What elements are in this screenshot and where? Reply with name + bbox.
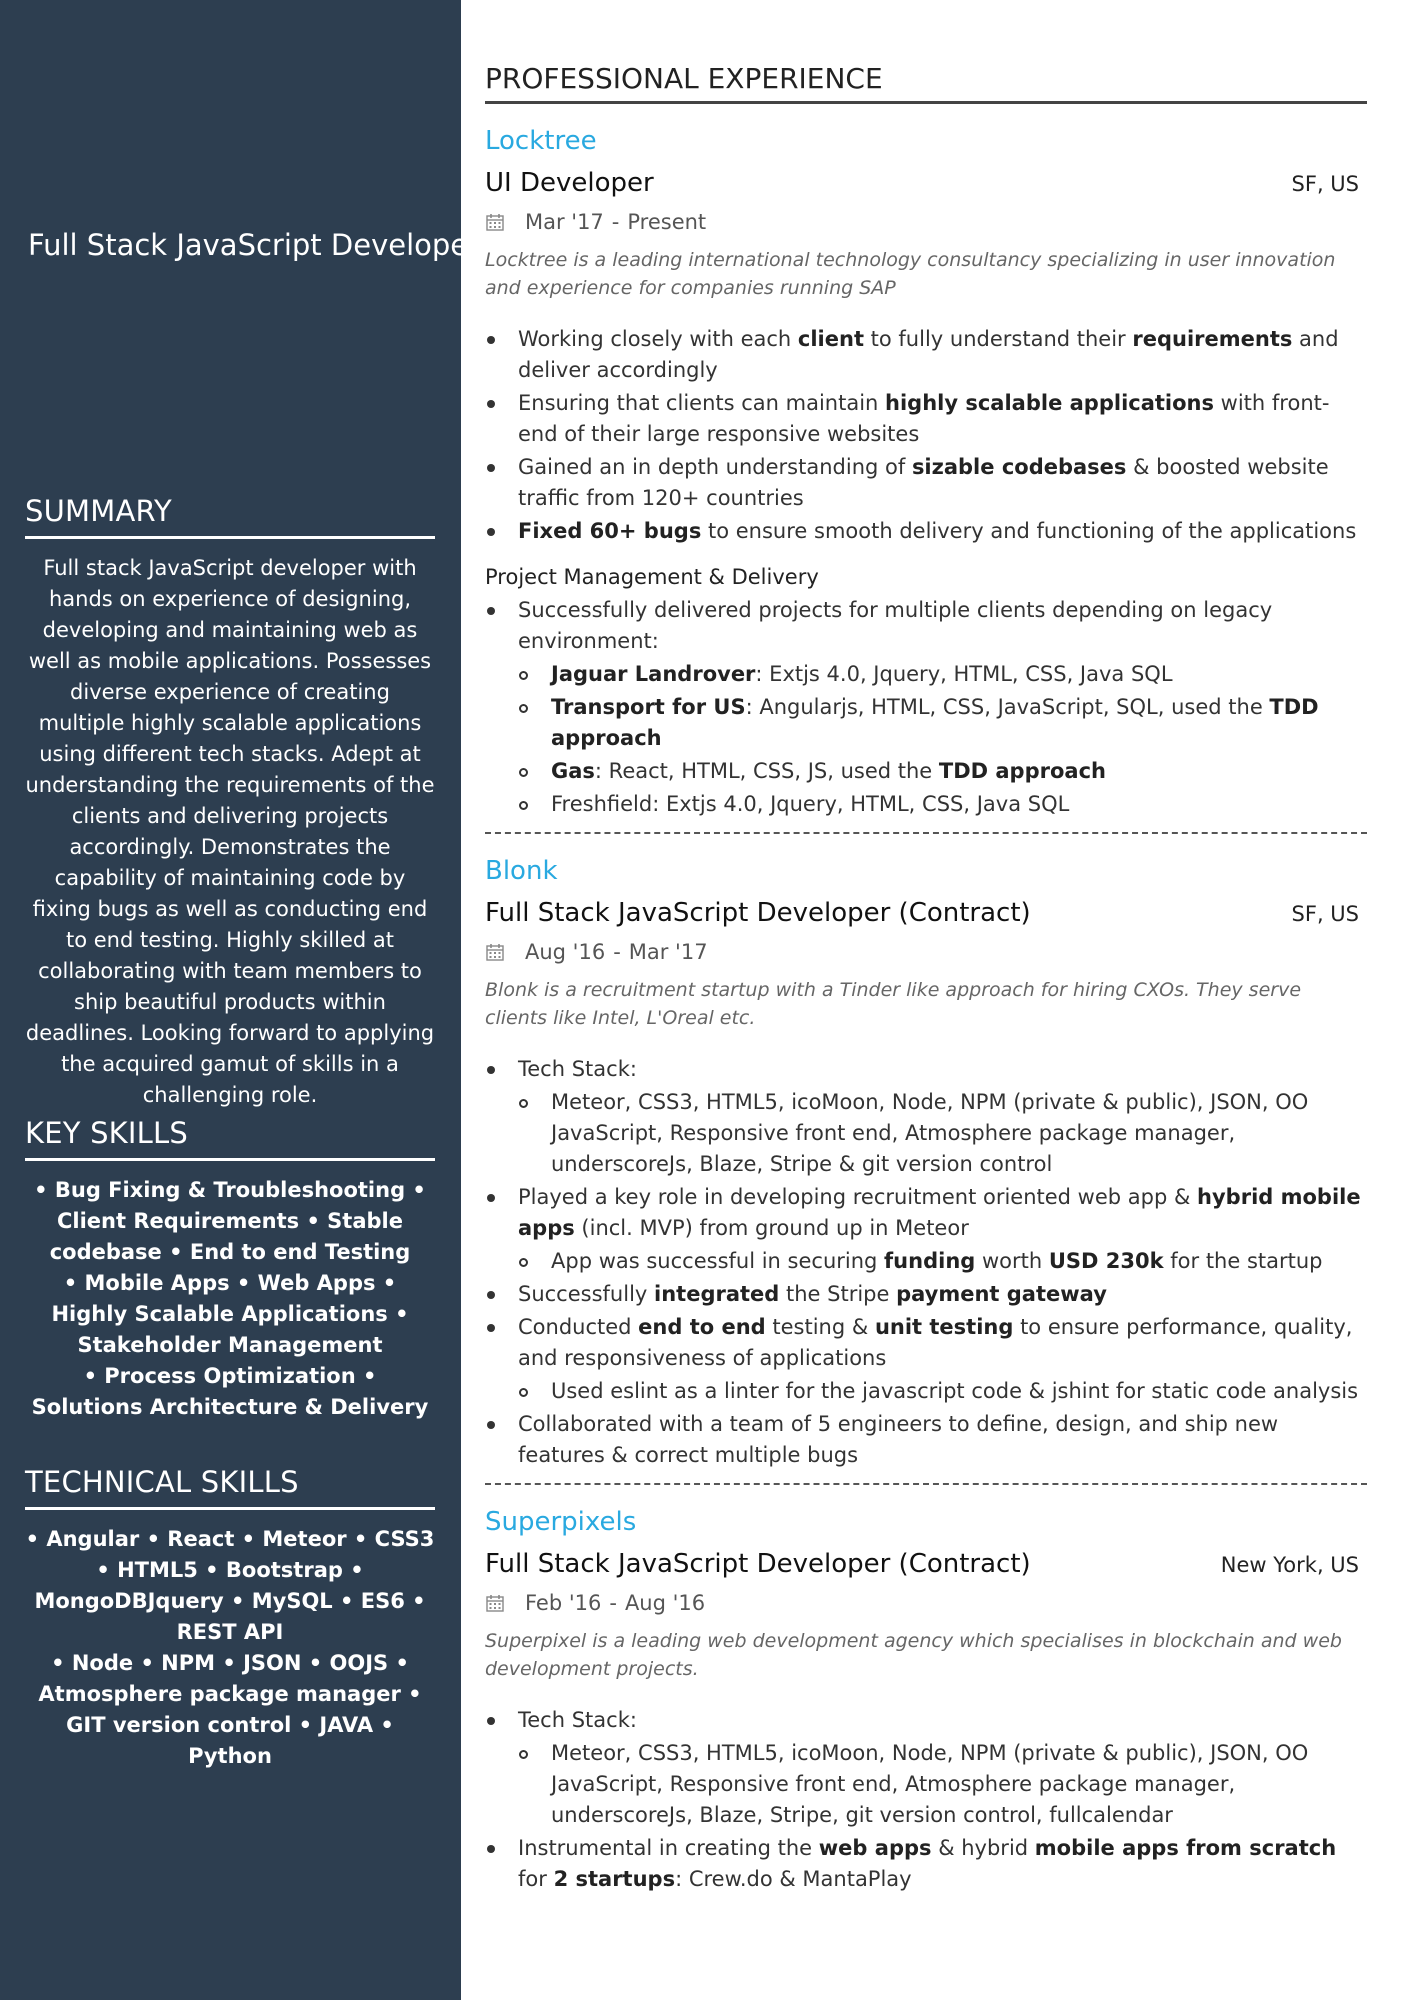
bold-text: requirements [1132,327,1293,351]
bold-text: highly scalable applications [885,391,1214,415]
role-row [485,1549,1367,1579]
bold-text: unit testing [874,1315,1014,1339]
subsection-heading: Project Management & Delivery [485,565,819,589]
bold-text: Gas [551,759,595,783]
calendar-icon [485,1593,505,1613]
bullet-item: Successfully delivered projects for multiple clients depending on legacy environment: Jaguar Landrover: Extjs 4.0, Jquery, HTML, CSS, Java SQL Transport for US: Angularjs, HTML, CSS, JavaScript, SQL, used the TDD approach Gas: React, HTML, CSS, JS, used the TDD approach Freshfield: Extjs 4.0, Jquery, HTML, CSS, Java SQL [485,595,1367,820]
date-range [485,210,1367,234]
bullet-list [485,1054,1367,1471]
bold-text: Jaguar Landrover [551,662,756,686]
company-name: Locktree [485,126,597,156]
start-date: Aug '16 [525,940,606,964]
bullet-item: Conducted end to end testing & unit testing to ensure performance, quality, and responsiveness of applications Used eslint as a linter for the javascript code & jshint for static code analysis [485,1312,1367,1407]
bullet-list [485,324,1367,547]
bold-text: funding [884,1249,976,1273]
job-list [485,126,1367,1895]
job-location: SF, US [1291,902,1359,926]
technical-skills-line: • Angular • React • Meteor • CSS3 • HTML5 • Bootstrap • MongoDBJquery • MySQL • ES6 • REST API [25,1527,435,1644]
bullet-item: Played a key role in developing recruitment oriented web app & hybrid mobile apps (incl. MVP) from ground up in Meteor App was successful in securing funding worth USD 230k for the startup [485,1182,1367,1277]
job-entry [485,126,1367,834]
summary-section [25,494,435,1111]
job-title: Full Stack JavaScript Developer (Contract) [485,898,1031,928]
dashed-divider [485,832,1367,834]
bullet-item: Collaborated with a team of 5 engineers to define, design, and ship new features & correct multiple bugs [485,1409,1367,1471]
key-skills-title: KEY SKILLS [25,1116,435,1161]
date-separator: - [609,1591,617,1615]
summary-title: SUMMARY [25,494,435,539]
bold-text: USD 230k [1048,1249,1164,1273]
bold-text: end to end [638,1315,766,1339]
sub-bullet-item: Gas: React, HTML, CSS, JS, used the TDD approach [518,756,1367,787]
key-skills-line: • Mobile Apps • Web Apps • Highly Scalable Applications • Stakeholder Management [51,1271,409,1357]
start-date: Feb '16 [525,1591,602,1615]
key-skills-list [25,1175,435,1423]
bold-text: payment gateway [896,1282,1107,1306]
technical-skills-list [25,1524,435,1772]
bullet-item: Tech Stack: Meteor, CSS3, HTML5, icoMoon, Node, NPM (private & public), JSON, OO JavaScript, Responsive front end, Atmosphere package manager, underscoreJs, Blaze, Stripe, git version control, fullcalendar [485,1705,1367,1831]
date-separator: - [611,210,620,234]
sub-bullet-item: Meteor, CSS3, HTML5, icoMoon, Node, NPM (private & public), JSON, OO JavaScript, Responsive front end, Atmosphere package manager, underscoreJs, Blaze, Stripe, git version control, fullcalendar [518,1738,1367,1831]
bullet-item: Tech Stack: Meteor, CSS3, HTML5, icoMoon, Node, NPM (private & public), JSON, OO JavaScript, Responsive front end, Atmosphere package manager, underscoreJs, Blaze, Stripe & git version control [485,1054,1367,1180]
job-location: New York, US [1220,1553,1359,1577]
sub-bullet-item: Used eslint as a linter for the javascript code & jshint for static code analysis [518,1376,1367,1407]
company-name: Superpixels [485,1507,637,1537]
bold-text: mobile apps from scratch [1034,1836,1337,1860]
bullet-item: Gained an in depth understanding of sizable codebases & boosted website traffic from 120+ countries [485,452,1367,514]
bullet-item: Instrumental in creating the web apps & hybrid mobile apps from scratch for 2 startups: Crew.do & MantaPlay [485,1833,1367,1895]
bold-text: sizable codebases [911,455,1127,479]
bullet-list [485,595,1367,820]
bullet-item: Ensuring that clients can maintain highly scalable applications with front-end of their large responsive websites [485,388,1367,450]
start-date: Mar '17 [525,210,604,234]
company-description: Superpixel is a leading web development agency which specialises in blockchain and web development projects. [485,1630,1342,1680]
dashed-divider [485,1483,1367,1485]
sub-bullet-list [518,1376,1367,1407]
bold-text: hybrid mobile apps [518,1185,1361,1240]
job-entry [485,856,1367,1485]
end-date: Mar '17 [628,940,708,964]
bullet-item: Fixed 60+ bugs to ensure smooth delivery and functioning of the applications [485,516,1367,547]
technical-skills-section [25,1465,435,1772]
sub-bullet-item: Meteor, CSS3, HTML5, icoMoon, Node, NPM (private & public), JSON, OO JavaScript, Responsive front end, Atmosphere package manager, underscoreJs, Blaze, Stripe & git version control [518,1087,1367,1180]
job-location: SF, US [1291,172,1359,196]
date-separator: - [613,940,621,964]
main-content [485,62,1367,1897]
bold-text: integrated [654,1282,780,1306]
sub-bullet-list [518,1246,1367,1277]
bold-text: Fixed 60+ bugs [518,519,702,543]
job-title: Full Stack JavaScript Developer (Contract) [485,1549,1031,1579]
section-title-experience: PROFESSIONAL EXPERIENCE [485,62,1367,104]
date-range [485,1591,1367,1615]
job-entry [485,1507,1367,1895]
company-description: Locktree is a leading international technology consultancy specializing in user innovation and experience for companies running SAP [485,249,1336,299]
sub-bullet-list [518,659,1367,820]
key-skills-line: • Bug Fixing & Troubleshooting • Client Requirements • Stable codebase • End to end Testing [34,1178,426,1264]
summary-text: Full stack JavaScript developer with hands on experience of designing, developing and maintaining web as well as mobile applications. Possesses diverse experience of creating multiple highly scalable applications using different tech stacks. Adept at understanding the requirements of the clients and delivering projects accordingly. Demonstrates the capability of maintaining code by fixing bugs as well as conducting end to end testing. Highly skilled at collaborating with team members to ship beautiful products within deadlines. Looking forward to applying the acquired gamut of skills in a challenging role. [25,556,435,1107]
company-name: Blonk [485,856,558,886]
sub-bullet-list [518,1087,1367,1180]
key-skills-section [25,1116,435,1423]
technical-skills-title: TECHNICAL SKILLS [25,1465,435,1510]
bullet-item: Successfully integrated the Stripe payment gateway [485,1279,1367,1310]
technical-skills-line: • Node • NPM • JSON • OOJS • Atmosphere package manager • GIT version control • JAVA • Python [38,1651,422,1768]
role-row [485,898,1367,928]
sidebar [0,0,481,2000]
calendar-icon [485,212,505,232]
sub-bullet-list [518,1738,1367,1831]
date-range [485,940,1367,964]
end-date: Aug '16 [624,1591,706,1615]
role-row [485,168,1367,198]
bold-text: Transport for US [551,695,746,719]
bullet-list [485,1705,1367,1895]
bold-text: 2 startups [553,1867,676,1891]
sub-bullet-item: Jaguar Landrover: Extjs 4.0, Jquery, HTML, CSS, Java SQL [518,659,1367,690]
headline: Full Stack JavaScript Developer [28,228,481,262]
sub-bullet-item: App was successful in securing funding worth USD 230k for the startup [518,1246,1367,1277]
bold-text: web apps [818,1836,932,1860]
end-date: Present [627,210,707,234]
bold-text: TDD approach [938,759,1106,783]
bold-text: TDD approach [551,695,1319,750]
calendar-icon [485,942,505,962]
company-description: Blonk is a recruitment startup with a Tinder like approach for hiring CXOs. They serve clients like Intel, L'Oreal etc. [485,979,1302,1029]
bold-text: client [797,327,864,351]
sub-bullet-item: Freshfield: Extjs 4.0, Jquery, HTML, CSS, Java SQL [518,789,1367,820]
key-skills-line: • Process Optimization • Solutions Architecture & Delivery [31,1364,429,1419]
sub-bullet-item: Transport for US: Angularjs, HTML, CSS, JavaScript, SQL, used the TDD approach [518,692,1367,754]
bullet-item: Working closely with each client to fully understand their requirements and deliver accordingly [485,324,1367,386]
job-title: UI Developer [485,168,654,198]
